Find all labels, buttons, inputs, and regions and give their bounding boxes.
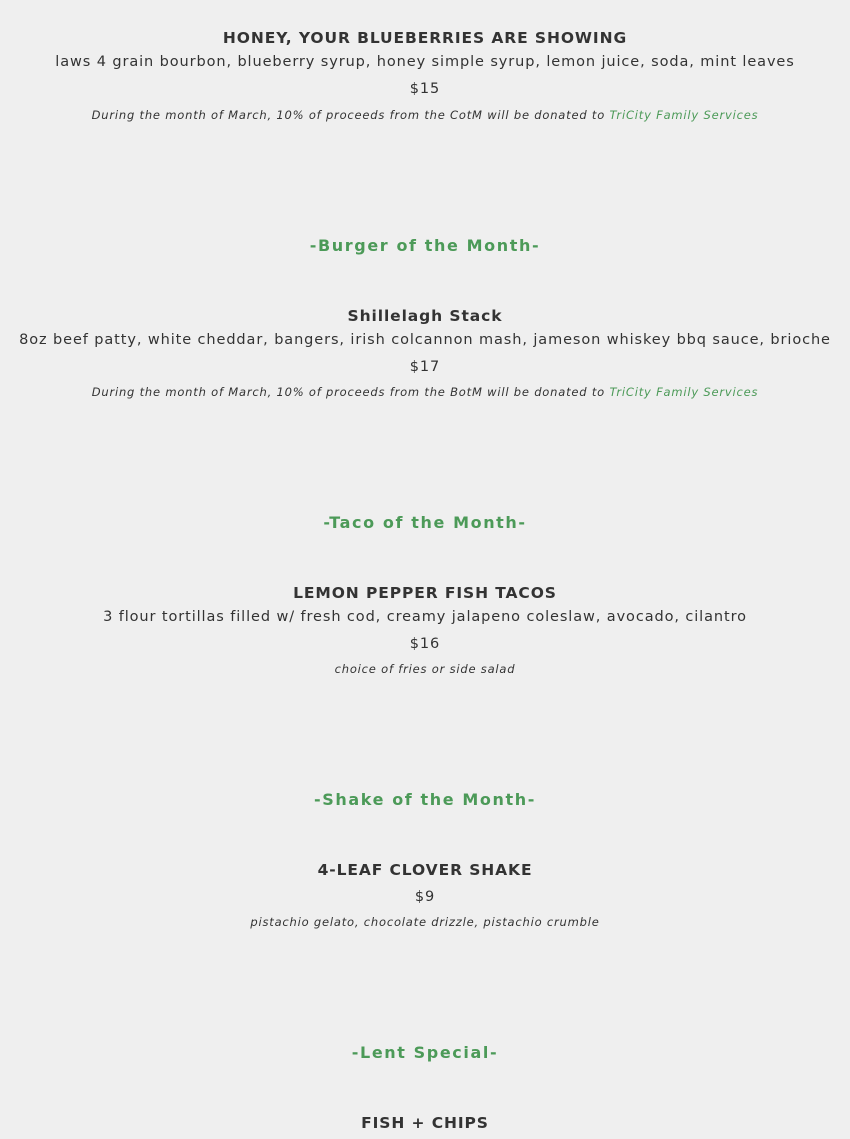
cocktail-description: laws 4 grain bourbon, blueberry syrup, honey simple syrup, lemon juice, soda, mint leaves [55, 54, 795, 70]
taco-price: $16 [409, 636, 441, 652]
taco-section-heading: -Taco of the Month- [323, 513, 527, 532]
shake-name: 4-LEAF CLOVER SHAKE [317, 861, 533, 879]
burger-charity-link[interactable]: TriCity Family Services [609, 385, 759, 399]
cocktail-price: $15 [409, 81, 441, 97]
shake-note: pistachio gelato, chocolate drizzle, pistachio crumble [250, 915, 600, 929]
burger-description: 8oz beef patty, white cheddar, bangers, irish colcannon mash, jameson whiskey bbq sauce, brioche [19, 332, 831, 348]
shake-section-heading: -Shake of the Month- [314, 790, 536, 809]
burger-note-text: During the month of March, 10% of proceeds from the BotM will be donated to [91, 385, 605, 399]
lent-item-name: FISH + CHIPS [361, 1114, 489, 1132]
shake-price: $9 [414, 889, 436, 905]
burger-donation-note [0, 385, 850, 399]
burger-price: $17 [409, 359, 441, 375]
taco-name: LEMON PEPPER FISH TACOS [293, 584, 557, 602]
burger-name: Shillelagh Stack [347, 307, 503, 325]
cocktail-donation-note [0, 108, 850, 122]
cocktail-charity-link[interactable]: TriCity Family Services [609, 108, 759, 122]
cocktail-note-text: During the month of March, 10% of proceeds from the CotM will be donated to [91, 108, 606, 122]
lent-section-heading: -Lent Special- [351, 1043, 499, 1062]
burger-section-heading: -Burger of the Month- [309, 236, 541, 255]
taco-description: 3 flour tortillas filled w/ fresh cod, creamy jalapeno coleslaw, avocado, cilantro [103, 609, 747, 625]
cocktail-name: HONEY, YOUR BLUEBERRIES ARE SHOWING [222, 29, 628, 47]
taco-note: choice of fries or side salad [334, 662, 516, 676]
